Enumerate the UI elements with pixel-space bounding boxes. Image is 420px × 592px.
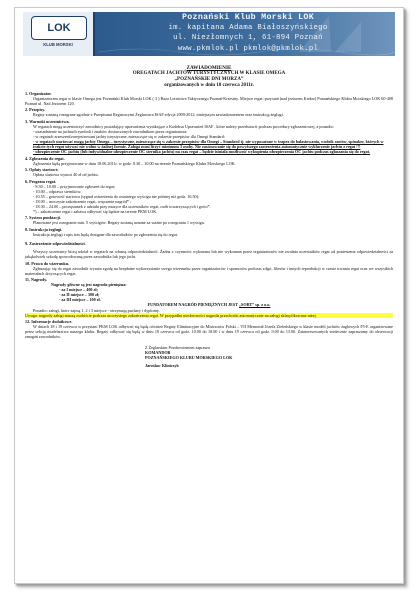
section-text: Zgłaszając się do regat zawodnik wyraża zgodę na bezpłatne wykorzystanie swego wizerunku przez organizatorów i sponsorów podczas zdjęć, filmów i innych reprodukcji w czasie trwania regat oraz we wszystkich materiałach dotyczących regat. <box>25 265 393 276</box>
section-heading: 8. Instrukcja żeglugi. <box>25 226 63 232</box>
prize-item: - za II miejsce – 300 zł; <box>59 292 100 298</box>
club-contact: www.pkmlok.pl pkmlok@pkmlok.pl <box>177 45 319 53</box>
document-page <box>14 7 404 584</box>
list-item-emphasis: - ubezpieczenie OC jachtu (lub indywidualne ubezpieczenie OC sternika jachtu) na czas regat – będzie istniała możliwość wykupienia ubezpieczenia OC jachtu podczas zgłaszania się do regat. <box>33 149 371 155</box>
list-item: *) – zakończenie regat i zabawa odbywać się będzie na terenie PKM LOK. <box>33 208 158 214</box>
section-heading: 11. Nagrody. <box>25 277 48 283</box>
section-heading: 5. Opłaty startowe. <box>25 167 59 173</box>
section-text: Organizatorem regat w klasie Omega jest Poznański Klub Morski LOK ( 3 ) Baza Lotnictwa Taktycznego Poznań-Krzesiny. Miejsce regat: przystań (nad jeziorem Kiekrz) Poznańskiego Klubu Morskiego LOK 60-408 Poznań ul. Nad Jeziorem 120. <box>25 95 393 106</box>
section-heading: 2. Przepisy. <box>25 107 46 113</box>
list-item-emphasis: - w regatach startować mogą jachty Omega – turystyczne, mieszczące się w zakresie przepisów dla Omegi – Standard tj. nie wyposażone w trapez do balastowania, wodzik szotów, spinaker, których w trakcie tych regat używać nie wolno w żadnej formie. Załoga musi liczyć minimum 3 osoby. Nie zastosowanie się do powyższego zastrzeżenia automatycznie wykluczenie jachtu z regat !!! <box>33 139 384 150</box>
section-heading: 3. Warunki uczestnictwa. <box>25 118 70 124</box>
section-text: Wszyscy uczestnicy biorą udział w regatach na własną odpowiedzialność. Żadna z czynności wykonana lub nie wykonana przez organizatorów nie zwalnia uczestników regat od poniesienia odpowiedzialności za jakąkolwiek szkodę spowodowaną przez zawodnika lub jego jacht. <box>25 249 393 260</box>
list-item: - 18.00 – uroczyste zakończenie regat, wręczenie nagród* ; <box>33 198 132 204</box>
club-address: ul. Niezłomnych 1, 61-894 Poznań <box>173 34 323 42</box>
signature-org: POZNAŃSKIEGO KLUBU MORSKIEGO LOK <box>145 355 233 361</box>
doc-title: ZAWIADOMIENIE <box>186 65 232 71</box>
list-item: - 8.30 – 10.00 – przyjmowanie zgłoszeń do regat; <box>33 183 116 189</box>
section-heading: 4. Zgłoszenia do regat. <box>25 155 65 161</box>
section-heading: 9. Zastrzeżenie odpowiedzialności. <box>25 241 86 247</box>
sponsor-name: „SORT” sp. z o.o. <box>238 302 271 308</box>
list-item: - 10.55 – gotowość startowa (sygnał ostrzeżenia do ostatniego wyścigu nie później niż godz. 16.50); <box>33 193 200 199</box>
club-logo <box>23 12 95 56</box>
prize-intro: Nagrody główne są jest nagroda pieniężna: <box>51 282 127 288</box>
doc-subtitle: OREGATACH JACHTÓW TURYSTYCZNYCH W KLASIE OMEGA <box>132 71 286 77</box>
event-name: „POZNAŃSKIE DNI MORZA” <box>174 77 244 83</box>
section-text: W regatach mogą uczestniczyć zawodnicy posiadający uprawnienia wynikające z Kodeksu Uprawnień ISAF , które należy przedstawić podczas procedury zgłoszeniowej, a ponadto: <box>33 123 334 129</box>
list-item: - w regatach zrzeszeni/zarejestrowani jachty turystyczne, mieszczące się w zakresie przepisów dla Omegi Standard: <box>33 133 225 139</box>
document-body <box>25 65 393 368</box>
section-text: W dniach 18 i 19 czerwca w przystani PKM LOK odbywać się będą również Regaty Eliminacyjne do Mistrzostw Polski – VII Memoriał Józefa Zieleńskiego w klasie modeli jachtów żaglowych F5-E organizowane przez sekcję modelarstwa naszego klubu. Regaty odbywać się będą w dniu 18 czerwca od godz. 10.00 do 18.00 i w dniu 19 czerwca od godz. 9.00 do 13.00. Zainteresowanych serdecznie zapraszamy do obserwacji zmagań zawodników. <box>25 324 393 340</box>
list-item: - uzasadnienie na jachtach symboli i znaków dostarczonych zawodnikom przez organizatora; <box>33 128 188 134</box>
section-text: Instrukcja żeglugi i opis tras będą dostępne dla zawodników po zgłoszeniu się do regat. <box>33 231 178 237</box>
section-heading: 12. Informacje dodatkowe. <box>25 319 73 325</box>
section-heading: 7. System punktacji. <box>25 215 61 221</box>
section-text: Regaty zostaną rozegrane zgodnie z Przepisami Regatowymi Żeglarstwa ISAF edycja 2009-2012, niniejszym zawiadomieniem oraz instrukcją żeglugi. <box>33 112 284 118</box>
prize-item: - za III miejsce – 100 zł. <box>59 297 101 303</box>
section-text: Planowane jest rozegranie min. 5 wyścigów. Regaty zostaną uznane za ważne po rozegraniu 1 wyścigu. <box>33 220 205 226</box>
section-text: Zgłoszenia będą przyjmowane w dniu 18.06.2011r. w godz. 8.30 – 10.00 na terenie Poznańskiego Klubu Morskiego LOK. <box>33 160 236 166</box>
highlighted-warning: Uwaga: nagrody załogi muszą osobiście podczas uroczystego zakończenia regat. W przypadku nieobecności nagroda przechodzi automatycznie na załogi sklasyfikowane niżej. <box>25 313 393 318</box>
section-heading: 1. Organizator. <box>25 90 52 96</box>
list-item: - 10.00 – odprawa sterników. <box>33 188 82 194</box>
section-text: Opłata startowa wynosi 40 zł od jachtu. <box>33 172 99 178</box>
list-item: - 18.30 – 24.00 – poczęstunek z udziału przy muzyce dla uczestników regat, osób towarzyszących i gości*. <box>33 203 211 209</box>
club-patron: im. kapitana Adama Białoszyńskiego <box>168 24 328 32</box>
section-heading: 10. Prawa do wizerunku. <box>25 260 70 266</box>
event-date: organizowanych w dniu 18 czerwca 2011r. <box>164 83 254 89</box>
signature-name: Jarosław Kliniczyk <box>145 363 179 369</box>
signature-greeting: Z Żeglarskim Pozdrowieniem zaprasza <box>145 345 210 351</box>
section-heading: 6. Program regat. <box>25 178 57 184</box>
sponsor-prefix: FUNDATOREM NAGRÓD PIENIĘŻNYCH JEST <box>147 302 238 308</box>
club-name: Poznański Klub Morski LOK <box>182 13 314 22</box>
logo-text: LOK <box>31 16 87 40</box>
prize-item: - za I miejsce – 400 zł; <box>59 287 98 293</box>
logo-caption: KLUB MORSKI <box>43 42 73 47</box>
club-header-banner <box>23 12 395 56</box>
signature-role: KOMANDOR <box>145 350 171 356</box>
section-text: Ponadto: załogi, które zajmą 1, 2 i 3 miejsce - otrzymają puchary i dyplomy. <box>33 307 160 313</box>
